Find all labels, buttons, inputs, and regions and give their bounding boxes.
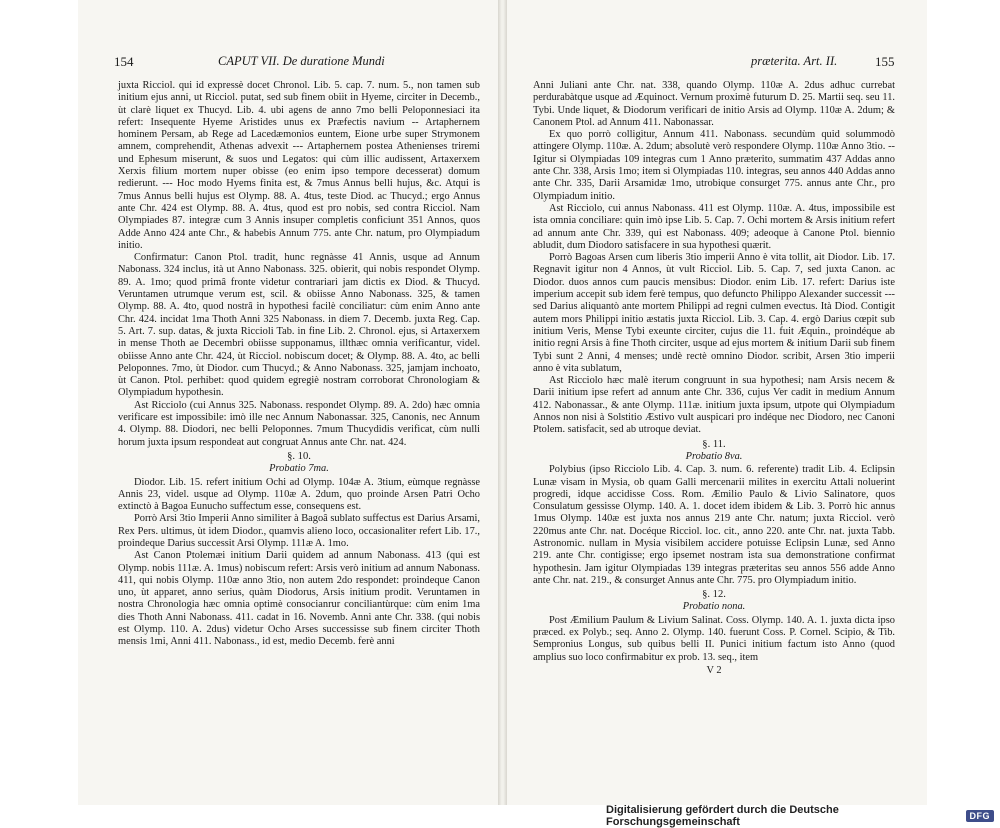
section-subtitle: Probatio 7ma. — [269, 463, 329, 475]
page-number: 154 — [114, 54, 134, 69]
signature-mark: V 2 — [706, 664, 722, 676]
digitization-credit — [606, 803, 994, 828]
left-page-text — [118, 80, 480, 649]
section-number: §. 10. — [287, 450, 311, 462]
section-subtitle: Probatio 8va. — [685, 450, 743, 462]
section-number: §. 12. — [702, 589, 726, 601]
section-subtitle: Probatio nona. — [682, 601, 746, 613]
paragraph: Ast Canon Ptolemæi initium Darii quidem ad annum Nabonass. 413 (qui est Olymp. nobis 111æ. A. 1mus) nobiscum refert: Arsis verò initium ad annum Nabonass. 411, qui nobis Olymp. 110æ anno 3tio, non autem 2do respondet: proindeque Canon uno, ùt apparet, anno serius, quàm Diodorus, Arsis initium prodit. Veruntamen in nostra Chronologia hæc omnia optimè consocianrur conciliantùrque: cùm enim 1ma dies Thoth Anni Nabonass. 411. cadat in 16. Novemb. Anni ante Chr. 338. (qui nobis est Olymp. 110. A. 2dus) videtur Ocho Arses successisse sub finem circiter Thoth mensis 1mi, Anni 411. Nabonass., id est, medio Decemb. ferè anni — [118, 550, 480, 648]
paragraph: Porrò Arsi 3tio Imperii Anno similiter à Bagoâ sublato suffectus est Darius Arsami, Rex Pers. ultimus, ùt idem Diodor., quamvis alieno loco, occasionaliter refert Lib. 17., proindeque Darius successit Arsi Olymp. 111æ A. 1mo. — [118, 513, 480, 549]
paragraph: Ast Ricciolo (cui Annus 325. Nabonass. respondet Olymp. 89. A. 2do) hæc omnia verificare est impossibile: imò ille nec Annum Nabonassar. 325, Canonis, nec Annum 4. Olymp. 88. Diodori, nec belli Peloponnes. 7mum Thucydidis verificat, cùm nulli horum juxta ipsum respondeat aut congruat Annus ante Chr. nat. 424. — [118, 399, 480, 448]
paragraph: Confirmatur: Canon Ptol. tradit, hunc regnàsse 41 Annis, usque ad Annum Nabonass. 324 inclus, ità ut Anno Nabonass. 325. obierit, qui nobis respondet Olymp. 89. A. 1mo; quod primâ fronte videtur contrariari jam dictis ex Diod. & Thucyd. Veruntamen utrumque verum est, scil. & obiisse Anno Nabonass. 325, & tamen Olymp. 88. A. 4to, quod nostrâ in hypothesi facilè conciliatur: cùm enim Anno ante Chr. 424. incidat 1ma Thoth Anni 325 Nabonass. in diem 7. Decemb. juxta Reg. Cap. 5. Art. 7. sup. datas, & juxta Riccioli Tab. in fine Lib. 2. Chronol. ejus, si Artaxerxem in mense Thoth ae Decembri obiisse supponamus, illthæc omnia verificantur, videl. obiisse Anno ante Chr. 424, ùt Ricciol. nobiscum docet; & Olymp. 88. A. 4to, ac belli Peloponnes. 7mo, ùt Diodor. cum Thucyd.; & Anno Nabonass. 325, jamjam inchoato, ùt Canon. Ptol. perhibet: quod quidem egregiè nostram corroborat Chronologiam & Olympiadum hypothesin. — [118, 252, 480, 399]
paragraph: Anni Juliani ante Chr. nat. 338, quando Olymp. 110æ A. 2dus adhuc currebat perdurabàtque usque ad Æquinoct. Vernum proximè futurum D. 25. Martii seq. seu 11. Tybi. Unde liquet, & Diodorum verificari de initio Arsis ad Olymp. 110æ A. 2dum; & Canonem Ptol. ad Annum 411. Nabonassar. — [533, 80, 895, 128]
page-number: 155 — [875, 54, 895, 69]
running-head: CAPUT VII. De duratione Mundi — [218, 54, 385, 68]
paragraph: Ex quo porrò colligitur, Annum 411. Nabonass. secundùm quid solummodò attingere Olymp. 110æ. A. 2dum; absolutè verò respondere Olymp. 110æ Anno 3tio. -- Igitur si Olympiadas 109 integras cum 1 Anno præterito, summatim 437 Addas anno ante Chr. 338, Arsis 1mo; item si Olympiadas 110. integras, seu annos 440 Addas anno ante Chr. 335, Darii Arsamidæ 1mo, utrobique consurget 775. annus ante Chr., pro Olympiadum initio. — [533, 129, 895, 202]
credit-text: Digitalisierung gefördert durch die Deutsche Forschungsgemeinschaft — [606, 803, 839, 828]
running-head: præterita. Art. II. — [751, 54, 838, 68]
paragraph: juxta Ricciol. qui id expressè docet Chronol. Lib. 5. cap. 7. num. 5., non tamen sub initium ejus anni, ut Ricciol. putat, sed sub finem obiit in Hyeme, circiter in Decemb., ùt clarè liquet ex Thucyd. Lib. 4. ubi agens de anno 7mo belli Peloponnesiaci ita refert: Insequente Hyeme Aristides unus ex Præfectis navium -- Artaphernem hominem Persam, ab Rege ad Lacedæmonios euntem, Eione urbe super Strymonem amnem, comprehendit, Athenas advexit --- Artaphernem postea Athenienses triremi und Ephesum miserunt, & suos und Legatos: qui cùm illic audissent, Artaxerxem Xerxis filium mortem nuper obisse (eo enim ipso tempore decesserat) domum redierunt. --- Hoc modo Hyems finita est, & 7mus Annus belli hujus, &c. Atqui is 7mus Annus belli hujus est Olymp. 88. A. 4tus, teste Diod. ac Thucyd.; ergo Annus ante Chr. 424 est Olymp. 88. A. 4tus, quod est pro nobis, sed contra Ricciol. Nam Olympiades 87. integræ cum 3 Annis insuper completis conficiunt 351 Annos, quos Adde Anno 424 ante Chr., & habebis Annum 775. ante Chr. natum, pro Olympiadum initio. — [118, 80, 480, 251]
book-gutter — [498, 0, 507, 805]
paragraph: Ast Ricciolo, cui annus Nabonass. 411 est Olymp. 110æ. A. 4tus, impossibile est ista omnia conciliare: quin imò ipse Lib. 5. Cap. 7. Ochi mortem & Arsis initium refert ad annum ante Chr. 339, qui est Nabonass. 409; adeoque à Canone Ptol. biennio abludit, dum Diodoro satisfacere in sua hypothesi quærit. — [533, 202, 895, 251]
section-number: §. 11. — [702, 438, 726, 450]
left-page — [78, 0, 498, 805]
paragraph: Polybius (ipso Ricciolo Lib. 4. Cap. 3. num. 6. referente) tradit Lib. 4. Eclipsin Lunæ visam in Mysia, ob quam Galli mercenarii milites in exercitu Attali noluerint progredi, idque accidisse Coss. Rom. Æmilio Paulo & Livio Salinatore, quos Consulatum gessisse Olymp. 140. A. 1. docet idem ibidem & Lib. 3. Porrò hic annus 1mus Olymp. 140æ est juxta nos annus 219 ante Chr. natum; juxta Ricciol. verò 220mus ante Chr. nat. Docéque Ricciol. loc. cit., anno 220. ante Chr. nat. juxta Tabb. Astronomic. nullam in Mysia visibilem accidere potuisse Eclipsin Lunæ, sed Anno 219. ante Chr. contigisse; ergo ipsemet nostram ista sua demonstratione confirmat hypothesin. Jam igitur Olympiadas 139 integras præteritas seu annos 556 adde Anno ante Chr. nat. 219., & consurget Annus ante Chr. 775. pro Olympiadum initio. — [533, 464, 895, 586]
paragraph: Post Æmilium Paulum & Livium Salinat. Coss. Olymp. 140. A. 1. juxta dicta ipso præced. ex Polyb.; seq. Anno 2. Olymp. 140. fuerunt Coss. P. Cornel. Scipio, & Tib. Sempronius Longus, sub quibus belli II. Punici initium factum isto Anno (quod amplius suo loco confirmabitur ex prob. 13. seq., item — [533, 614, 895, 663]
dfg-logo: DFG — [966, 810, 995, 822]
right-page-text — [533, 80, 895, 677]
paragraph: Porrò Bagoas Arsen cum liberis 3tio imperii Anno è vita tollit, ait Diodor. Lib. 17. Regnavit igitur non 4 Annos, ùt vult Ricciol. Lib. 5. Cap. 7, sed juxta Canon. ac Diodor. duos annos cum paucis mensibus: Diodor. enim Lib. 17. refert: Darius iste imperium accepit sub idem ferè tempus, quo defuncto Philippo Alexander successit --- sed Darius aliquantò ante mortem Philippi ad regni culmen evectus. Ità Diod. Contigit autem mors Philippi initio æstatis juxta Ricciol. Lib. 3. Cap. 4. ergò Darius cœpit sub initium Veris, Mense Tybi exeunte circiter, cujus die 11. fuit Æquin., proindéque ab initio regni Arsis à fine Thoth circiter, usque ad ejus mortem & initium Darii sub finem Tybi sunt 2 Anni, 4 menses; undè rectè omnino Diodor. scribit, Arsen 3tio imperii anno è vita sublatum, — [533, 252, 895, 374]
right-page — [507, 0, 927, 805]
paragraph: Ast Ricciolo hæc malè iterum congruunt in sua hypothesi; nam Arsis necem & Darii initium ipse refert ad annum ante Chr. 336, cujus Ver cadit in medium Annum 412. Nabonassar., & ante Olymp. 111æ. initium juxta ipsum, utpote qui Olympiadum Annos non nisi à Solstitio Æstivo vult auspicari pro indéque nec Diodoro, nec Canoni Ptolem. satisfacit, sed ab utroque deviat. — [533, 375, 895, 436]
paragraph: Diodor. Lib. 15. refert initium Ochi ad Olymp. 104æ A. 3tium, eùmque regnàsse Annis 23, videl. usque ad Olymp. 110æ A. 2dum, quo proinde Arsen Patri Ocho extinctò à Bagoa Eunucho suffectum esse, consequens est. — [118, 476, 480, 513]
